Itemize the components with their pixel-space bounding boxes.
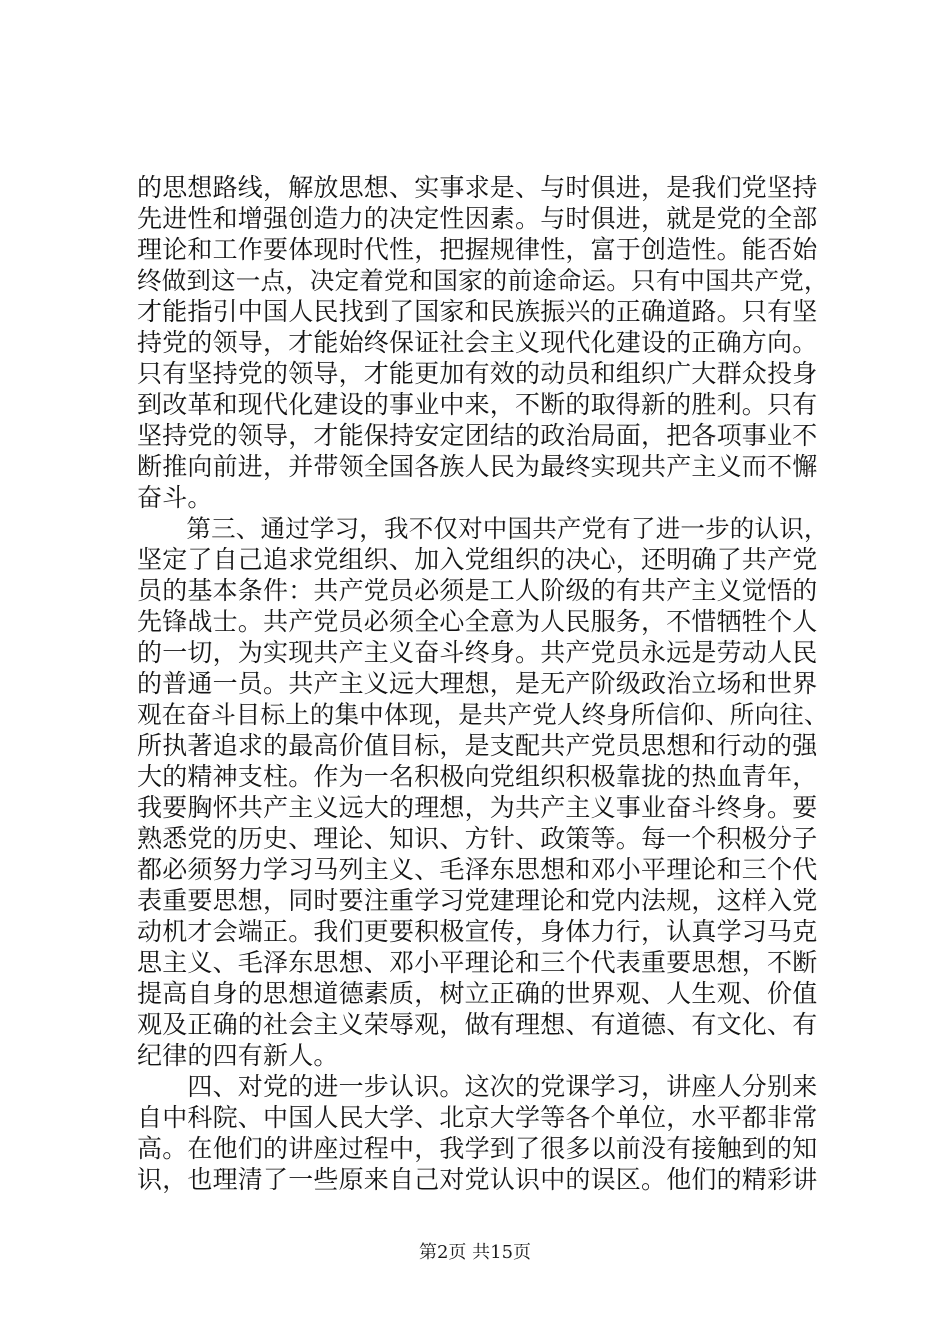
text-line: 思主义、毛泽东思想、邓小平理论和三个代表重要思想，不断: [137, 948, 818, 977]
text-line: 纪律的四有新人。: [137, 1041, 339, 1070]
text-line: 先进性和增强创造力的决定性因素。与时俱进，就是党的全部: [137, 204, 818, 233]
text-line: 观在奋斗目标上的集中体现，是共产党人终身所信仰、所向往、: [137, 700, 829, 729]
text-line: 熟悉党的历史、理论、知识、方针、政策等。每一个积极分子: [137, 824, 818, 853]
text-line: 到改革和现代化建设的事业中来，不断的取得新的胜利。只有: [137, 390, 818, 419]
text-line: 终做到这一点，决定着党和国家的前途命运。只有中国共产党，: [137, 266, 829, 295]
text-line: 的思想路线，解放思想、实事求是、与时俱进，是我们党坚持: [137, 173, 818, 202]
text-line: 动机才会端正。我们更要积极宣传，身体力行，认真学习马克: [137, 917, 818, 946]
text-line: 持党的领导，才能始终保证社会主义现代化建设的正确方向。: [137, 328, 818, 357]
text-line: 大的精神支柱。作为一名积极向党组织积极靠拢的热血青年，: [137, 762, 818, 791]
text-line: 断推向前进，并带领全国各族人民为最终实现共产主义而不懈: [137, 452, 818, 481]
text-line: 才能指引中国人民找到了国家和民族振兴的正确道路。只有坚: [137, 297, 818, 326]
text-line: 的普通一员。共产主义远大理想，是无产阶级政治立场和世界: [137, 669, 818, 698]
text-line: 所执著追求的最高价值目标，是支配共产党员思想和行动的强: [137, 731, 818, 760]
text-line: 只有坚持党的领导，才能更加有效的动员和组织广大群众投身: [137, 359, 818, 388]
text-line: 坚持党的领导，才能保持安定团结的政治局面，把各项事业不: [137, 421, 818, 450]
text-line: 理论和工作要体现时代性，把握规律性，富于创造性。能否始: [137, 235, 818, 264]
text-line: 都必须努力学习马列主义、毛泽东思想和邓小平理论和三个代: [137, 855, 818, 884]
text-line: 表重要思想，同时要注重学习党建理论和党内法规，这样入党: [137, 886, 818, 915]
text-line: 员的基本条件：共产党员必须是工人阶级的有共产主义觉悟的: [137, 576, 818, 605]
text-line: 我要胸怀共产主义远大的理想，为共产主义事业奋斗终身。要: [137, 793, 818, 822]
text-line: 四、对党的进一步认识。这次的党课学习，讲座人分别来: [137, 1072, 818, 1101]
text-line: 坚定了自己追求党组织、加入党组织的决心，还明确了共产党: [137, 545, 818, 574]
text-line: 第三、通过学习，我不仅对中国共产党有了进一步的认识，: [137, 514, 829, 543]
text-line: 提高自身的思想道德素质，树立正确的世界观、人生观、价值: [137, 979, 818, 1008]
text-line: 观及正确的社会主义荣辱观，做有理想、有道德、有文化、有: [137, 1010, 818, 1039]
text-line: 自中科院、中国人民大学、北京大学等各个单位，水平都非常: [137, 1103, 818, 1132]
text-line: 奋斗。: [137, 483, 213, 512]
text-line: 的一切，为实现共产主义奋斗终身。共产党员永远是劳动人民: [137, 638, 818, 667]
text-line: 先锋战士。共产党员必须全心全意为人民服务，不惜牺牲个人: [137, 607, 818, 636]
text-line: 高。在他们的讲座过程中，我学到了很多以前没有接触到的知: [137, 1134, 818, 1163]
body-text: [137, 172, 837, 1195]
text-line: 识，也理清了一些原来自己对党认识中的误区。他们的精彩讲: [137, 1165, 818, 1194]
page-footer: 第2页 共15页: [418, 1242, 532, 1263]
